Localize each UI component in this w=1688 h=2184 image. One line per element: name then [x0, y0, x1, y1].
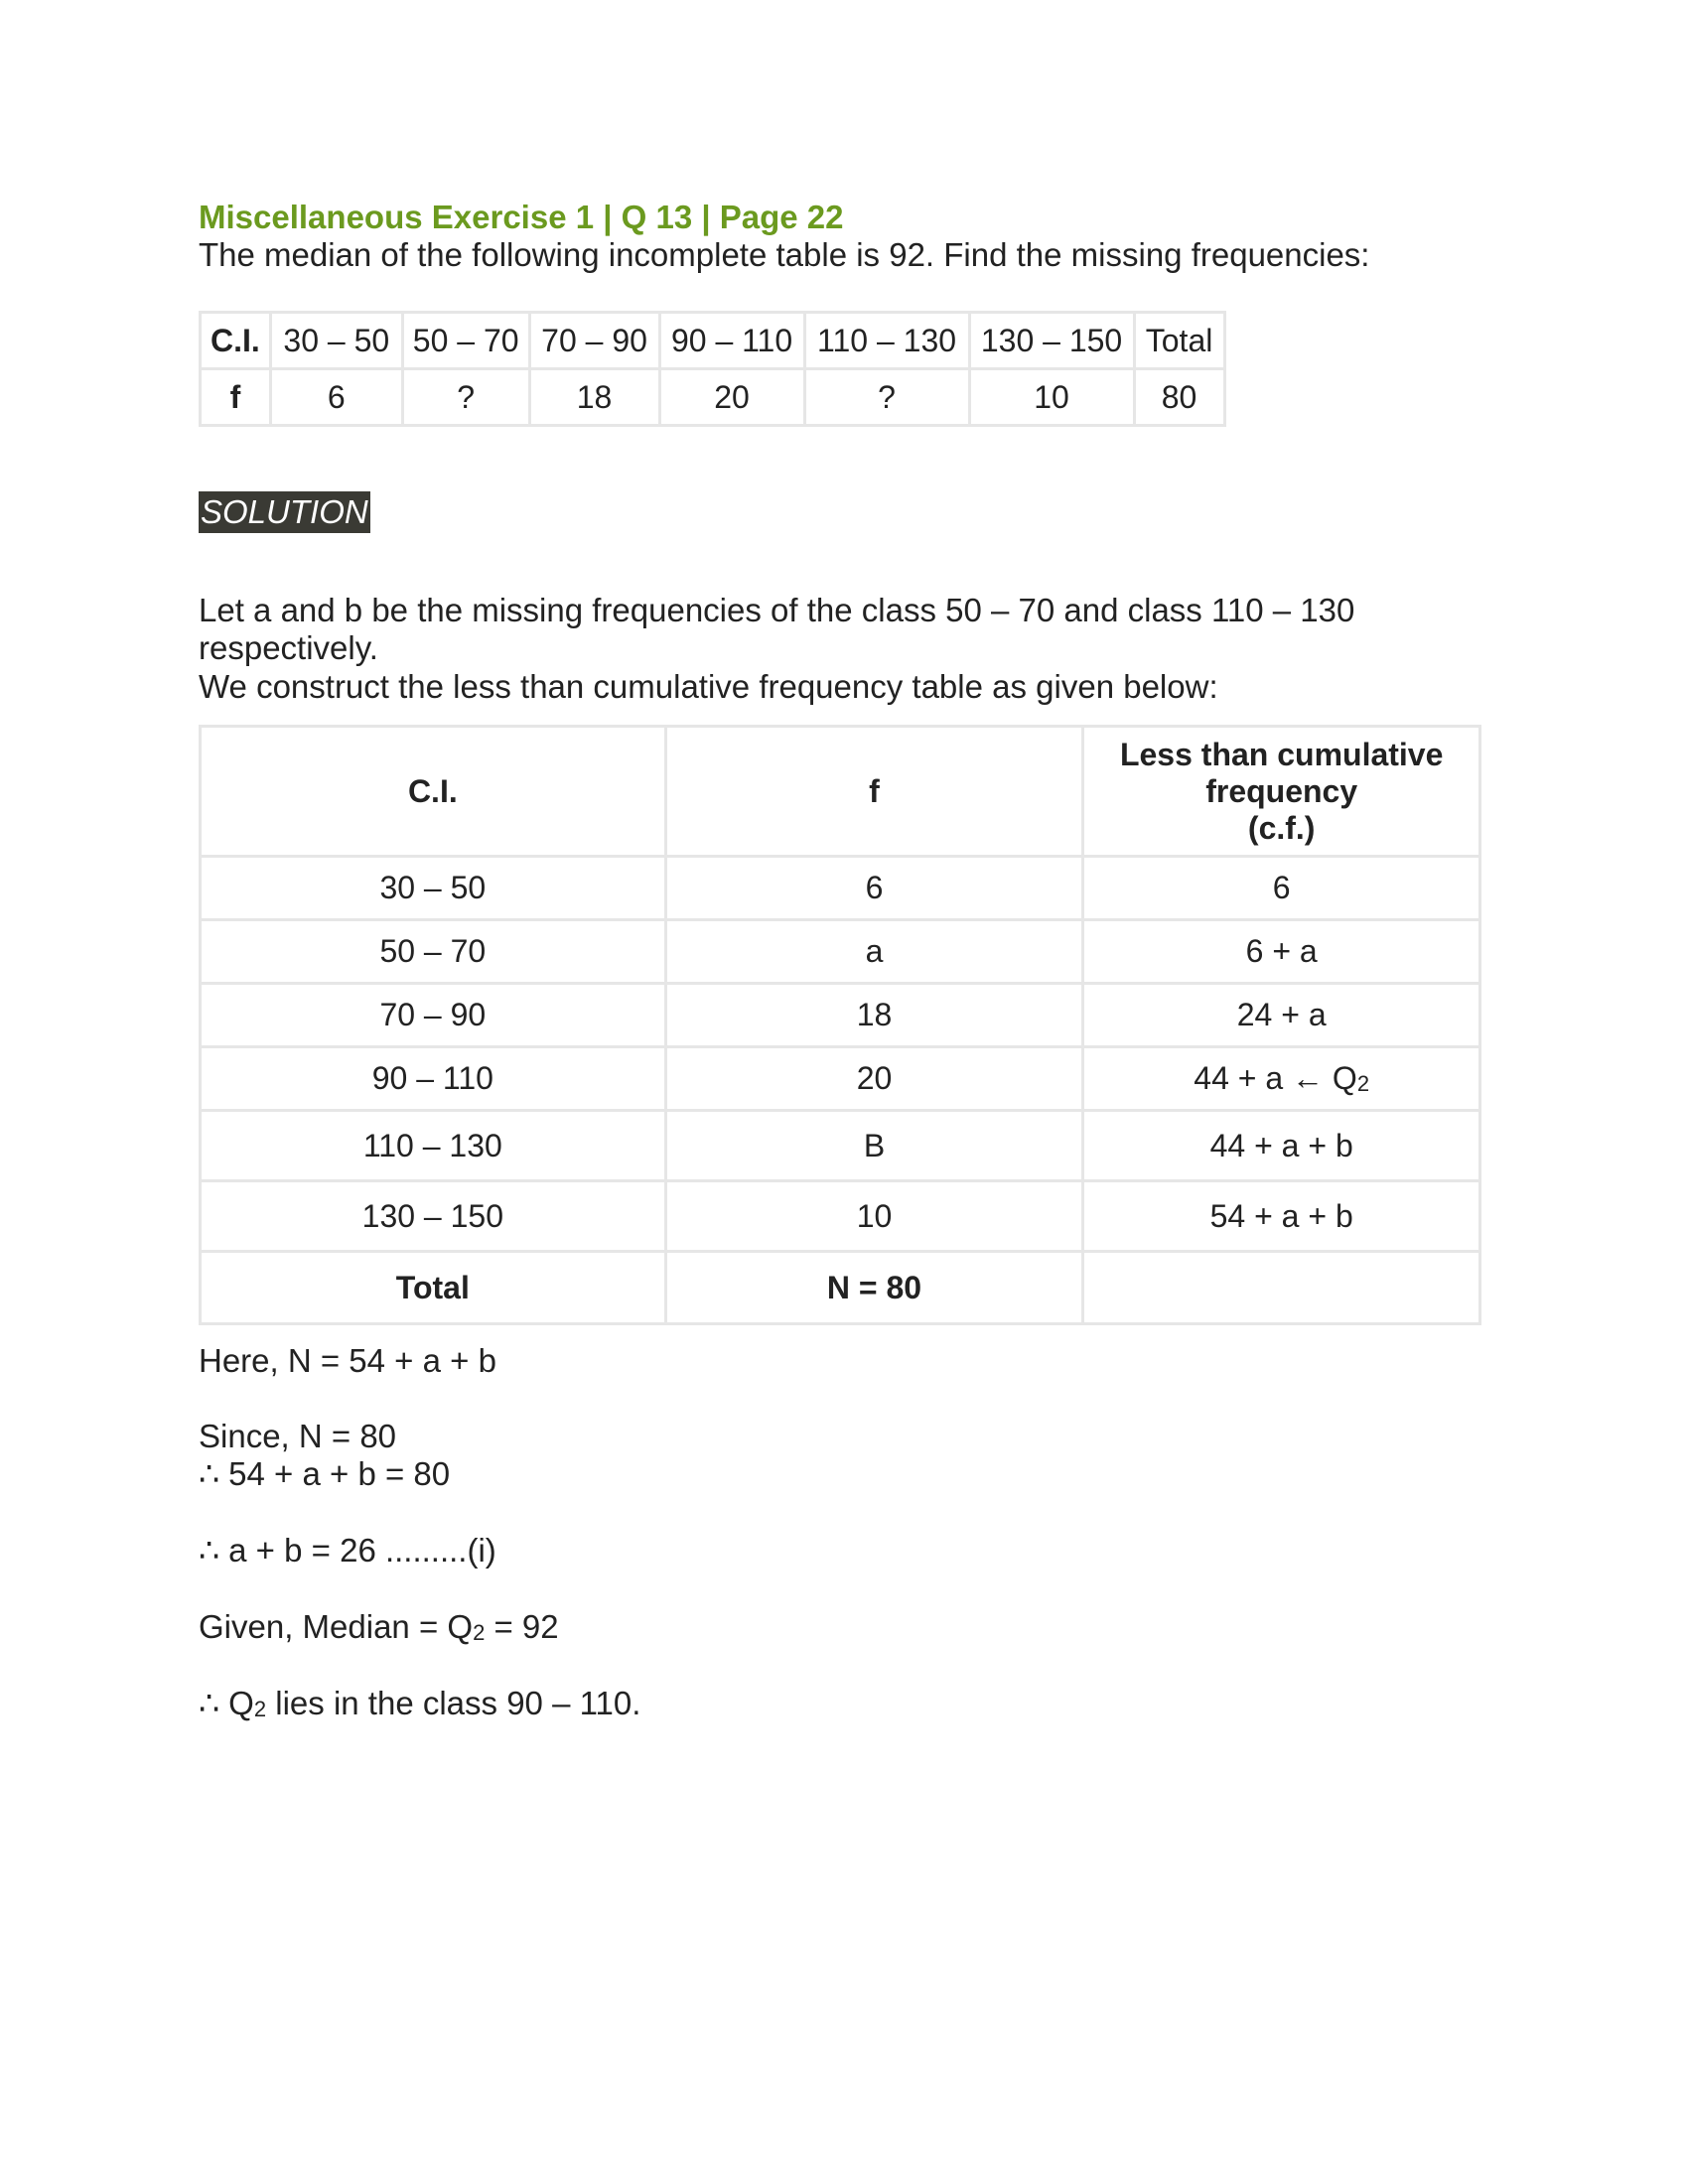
row-cf: 44 + a + b [1083, 1111, 1480, 1181]
row-f: a [665, 920, 1083, 984]
question-table-header-cell: 130 – 150 [969, 313, 1134, 369]
line-lies-subscript: 2 [253, 1697, 267, 1721]
question-table-header-cell: 90 – 110 [659, 313, 804, 369]
line-lies-post: lies in the class 90 – 110. [266, 1685, 641, 1721]
question-table-value-cell: ? [402, 369, 529, 426]
question-table-f-label: f [201, 369, 271, 426]
table-row [201, 1047, 1480, 1111]
row-cf: 54 + a + b [1083, 1181, 1480, 1252]
header-f: f [665, 727, 1083, 857]
question-table-value-cell: ? [804, 369, 969, 426]
cumulative-frequency-table [199, 725, 1481, 1325]
row-f: B [665, 1111, 1083, 1181]
row-cf-text: 44 + a ← Q [1194, 1060, 1357, 1096]
line-q2-lies [199, 1685, 640, 1728]
row-cf: 6 + a [1083, 920, 1480, 984]
table-row [201, 920, 1480, 984]
line-here: Here, N = 54 + a + b [199, 1342, 496, 1379]
row-cf-subscript: 2 [1356, 1071, 1370, 1096]
table-row [201, 1181, 1480, 1252]
table-row [201, 984, 1480, 1047]
question-table-frequency-row [201, 369, 1225, 426]
row-ci: 50 – 70 [201, 920, 666, 984]
question-table-value-cell: 20 [659, 369, 804, 426]
line-given-median [199, 1608, 559, 1652]
question-table-header-row [201, 313, 1225, 369]
intro-line-2: respectively. [199, 629, 378, 666]
line-a-plus-b: ∴ a + b = 26 .........(i) [199, 1532, 496, 1569]
total-empty-cell [1083, 1252, 1480, 1324]
question-table-header-cell: 70 – 90 [529, 313, 659, 369]
row-f: 10 [665, 1181, 1083, 1252]
row-ci: 110 – 130 [201, 1111, 666, 1181]
question-table-value-cell: 10 [969, 369, 1134, 426]
exercise-heading: Miscellaneous Exercise 1 | Q 13 | Page 22 [199, 199, 844, 235]
row-cf: 6 [1083, 857, 1480, 920]
header-cf [1083, 727, 1480, 857]
line-lies-pre: ∴ Q [199, 1685, 254, 1721]
row-ci: 30 – 50 [201, 857, 666, 920]
row-ci: 130 – 150 [201, 1181, 666, 1252]
line-given-pre: Given, Median = Q [199, 1608, 474, 1645]
row-ci: 70 – 90 [201, 984, 666, 1047]
header-cf-line2: frequency [1205, 772, 1358, 809]
question-text: The median of the following incomplete table is 92. Find the missing frequencies: [199, 236, 1370, 273]
row-f: 6 [665, 857, 1083, 920]
header-ci: C.I. [201, 727, 666, 857]
line-since: Since, N = 80 [199, 1418, 397, 1454]
line-sum: ∴ 54 + a + b = 80 [199, 1455, 451, 1492]
row-cf: 24 + a [1083, 984, 1480, 1047]
line-given-subscript: 2 [473, 1620, 486, 1645]
table-row [201, 857, 1480, 920]
question-table-header-cell: 30 – 50 [270, 313, 402, 369]
table-total-row [201, 1252, 1480, 1324]
intro-line-1: Let a and b be the missing frequencies of the class 50 – 70 and class 110 – 130 [199, 592, 1355, 628]
header-cf-line1: Less than cumulative [1119, 736, 1444, 772]
question-table [199, 311, 1226, 427]
total-value: N = 80 [665, 1252, 1083, 1324]
table-header-row [201, 727, 1480, 857]
line-given-post: = 92 [485, 1608, 559, 1645]
question-table-ci-label: C.I. [201, 313, 271, 369]
row-cf [1083, 1047, 1480, 1111]
table-row [201, 1111, 1480, 1181]
solution-label: SOLUTION [199, 491, 370, 533]
intro-line-3: We construct the less than cumulative frequency table as given below: [199, 668, 1218, 705]
row-ci: 90 – 110 [201, 1047, 666, 1111]
header-cf-line3: (c.f.) [1247, 809, 1316, 846]
question-table-value-cell: 80 [1134, 369, 1224, 426]
total-label: Total [201, 1252, 666, 1324]
question-table-header-cell: 110 – 130 [804, 313, 969, 369]
question-table-header-cell: Total [1134, 313, 1224, 369]
row-f: 18 [665, 984, 1083, 1047]
row-f: 20 [665, 1047, 1083, 1111]
question-table-value-cell: 6 [270, 369, 402, 426]
question-table-value-cell: 18 [529, 369, 659, 426]
question-table-header-cell: 50 – 70 [402, 313, 529, 369]
